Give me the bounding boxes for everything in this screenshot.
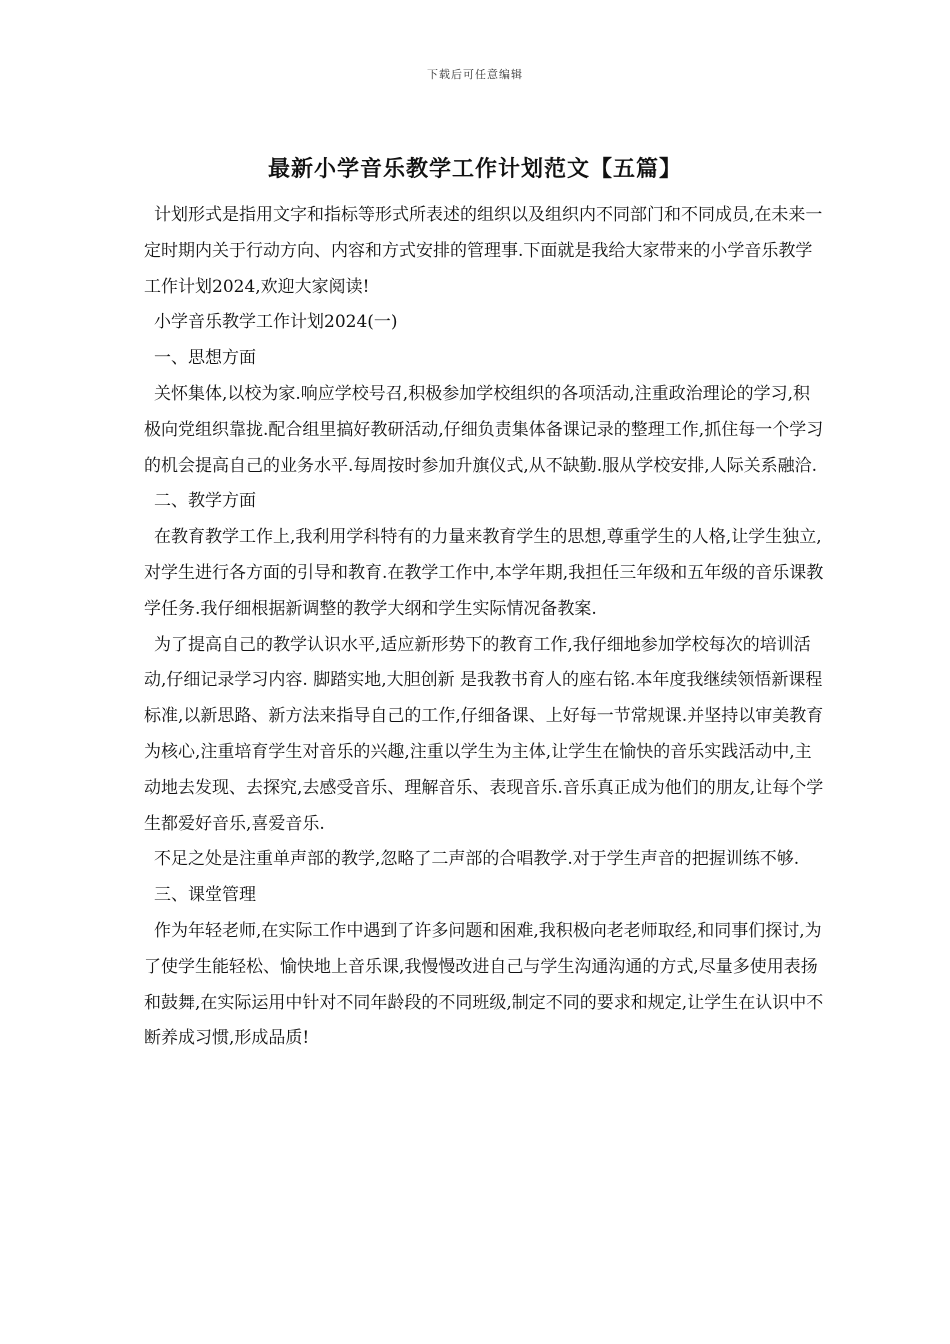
paragraph-classroom: 作为年轻老师,在实际工作中遇到了许多问题和困难,我积极向老老师取经,和同事们探讨,为了使学生能轻松、愉快地上音乐课,我慢慢改进自己与学生沟通沟通的方式,尽量多使用表扬和鼓舞,在实际运用中针对不同年龄段的不同班级,制定不同的要求和规定,让学生在认识中不断养成习惯,形成品质! [144, 920, 824, 1049]
paragraph-thought: 关怀集体,以校为家.响应学校号召,积极参加学校组织的各项活动,注重政治理论的学习,积极向党组织靠拢.配合组里搞好教研活动,仔细负责集体备课记录的整理工作,抓住每一个学习的机会提高自己的业务水平.每周按时参加升旗仪式,从不缺勤.服从学校安排,人际关系融洽. [144, 383, 824, 476]
paragraph-intro: 计划形式是指用文字和指标等形式所表述的组织以及组织内不同部门和不同成员,在未来一定时期内关于行动方向、内容和方式安排的管理事.下面就是我给大家带来的小学音乐教学工作计划2024,欢迎大家阅读! [144, 205, 823, 297]
document-body [144, 198, 824, 1057]
section-heading-classroom: 三、课堂管理 [154, 885, 256, 906]
header-note: 下载后可任意编辑 [427, 68, 523, 81]
section-heading-thought: 一、思想方面 [154, 348, 256, 369]
section-heading-teaching: 二、教学方面 [154, 491, 256, 512]
paragraph-teaching-1: 在教育教学工作上,我利用学科特有的力量来教育学生的思想,尊重学生的人格,让学生独立,对学生进行各方面的引导和教育.在教学工作中,本学年期,我担任三年级和五年级的音乐课教学任务.我仔细根据新调整的教学大纲和学生实际情况备教案. [144, 527, 824, 619]
document-title: 最新小学音乐教学工作计划范文【五篇】 [267, 156, 682, 182]
section-heading-plan-1: 小学音乐教学工作计划2024(一) [154, 312, 398, 333]
paragraph-teaching-2: 为了提高自己的教学认识水平,适应新形势下的教育工作,我仔细地参加学校每次的培训活动,仔细记录学习内容. 脚踏实地,大胆创新 是我教书育人的座右铭.本年度我继续领悟新课程标准,以新思路、新方法来指导自己的工作,仔细备课、上好每一节常规课.并坚持以审美教育为核心,注重培育学生对音乐的兴趣,注重以学生为主体,让学生在愉快的音乐实践活动中,主动地去发现、去探究,去感受音乐、理解音乐、表现音乐.音乐真正成为他们的朋友,让每个学生都爱好音乐,喜爱音乐. [144, 634, 824, 834]
paragraph-teaching-3: 不足之处是注重单声部的教学,忽略了二声部的合唱教学.对于学生声音的把握训练不够. [154, 849, 800, 870]
